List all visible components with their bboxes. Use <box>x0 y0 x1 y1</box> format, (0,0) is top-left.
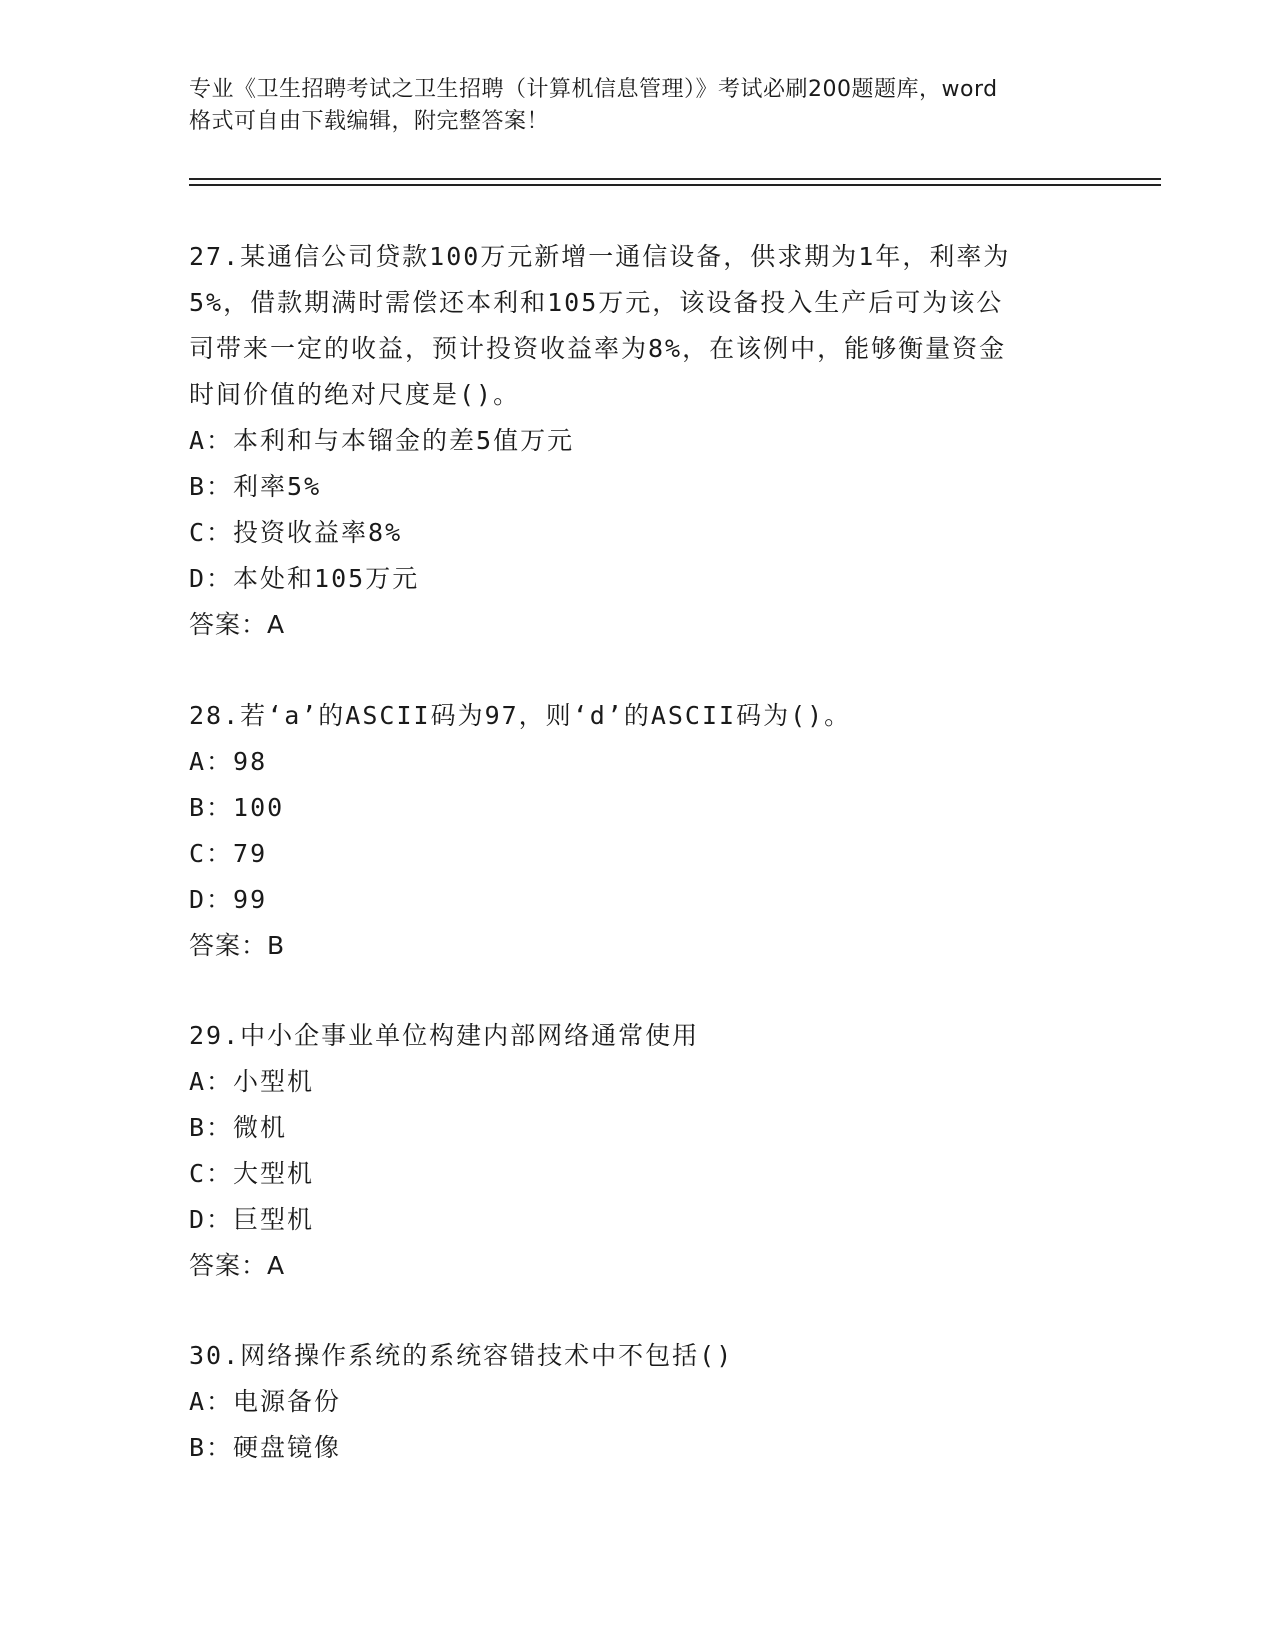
option-d: D：巨型机 <box>189 1205 315 1234</box>
document-header <box>189 74 1089 138</box>
option-b: B：硬盘镜像 <box>189 1433 342 1462</box>
option-d: D：99 <box>189 885 268 914</box>
header-line-2: 格式可自由下载编辑，附完整答案！ <box>189 109 550 134</box>
answer-line: 答案：B <box>189 931 286 960</box>
option-c: C：投资收益率8% <box>189 518 403 547</box>
question-text-line: 29.中小企事业单位构建内部网络通常使用 <box>189 1021 700 1050</box>
option-a: A：小型机 <box>189 1067 315 1096</box>
answer-line: 答案：A <box>189 610 286 639</box>
answer-line: 答案：A <box>189 1251 286 1280</box>
option-b: B：100 <box>189 793 285 822</box>
option-b: B：利率5% <box>189 472 322 501</box>
question-29 <box>189 1013 1089 1289</box>
option-c: C：79 <box>189 839 268 868</box>
question-text-line: 28.若‘a’的ASCII码为97，则‘d’的ASCII码为()。 <box>189 701 852 730</box>
header-divider-top <box>189 178 1161 180</box>
question-30 <box>189 1333 1089 1471</box>
question-text-line: 时间价值的绝对尺度是()。 <box>189 380 521 409</box>
option-a: A：98 <box>189 747 268 776</box>
question-text-line: 27.某通信公司贷款100万元新增一通信设备，供求期为1年，利率为 <box>189 242 1011 271</box>
question-27 <box>189 234 1089 648</box>
option-a: A：本利和与本镏金的差5值万元 <box>189 426 575 455</box>
option-c: C：大型机 <box>189 1159 315 1188</box>
option-d: D：本处和105万元 <box>189 564 420 593</box>
option-b: B：微机 <box>189 1113 288 1142</box>
question-text-line: 司带来一定的收益，预计投资收益率为8%，在该例中，能够衡量资金 <box>189 334 1007 363</box>
question-text-line: 5%，借款期满时需偿还本利和105万元，该设备投入生产后可为该公 <box>189 288 1004 317</box>
question-28 <box>189 693 1089 969</box>
header-line-1: 专业《卫生招聘考试之卫生招聘（计算机信息管理）》考试必刷200题题库，word <box>189 77 998 102</box>
question-text-line: 30.网络操作系统的系统容错技术中不包括() <box>189 1341 734 1370</box>
option-a: A：电源备份 <box>189 1387 342 1416</box>
header-divider-bottom <box>189 184 1161 186</box>
